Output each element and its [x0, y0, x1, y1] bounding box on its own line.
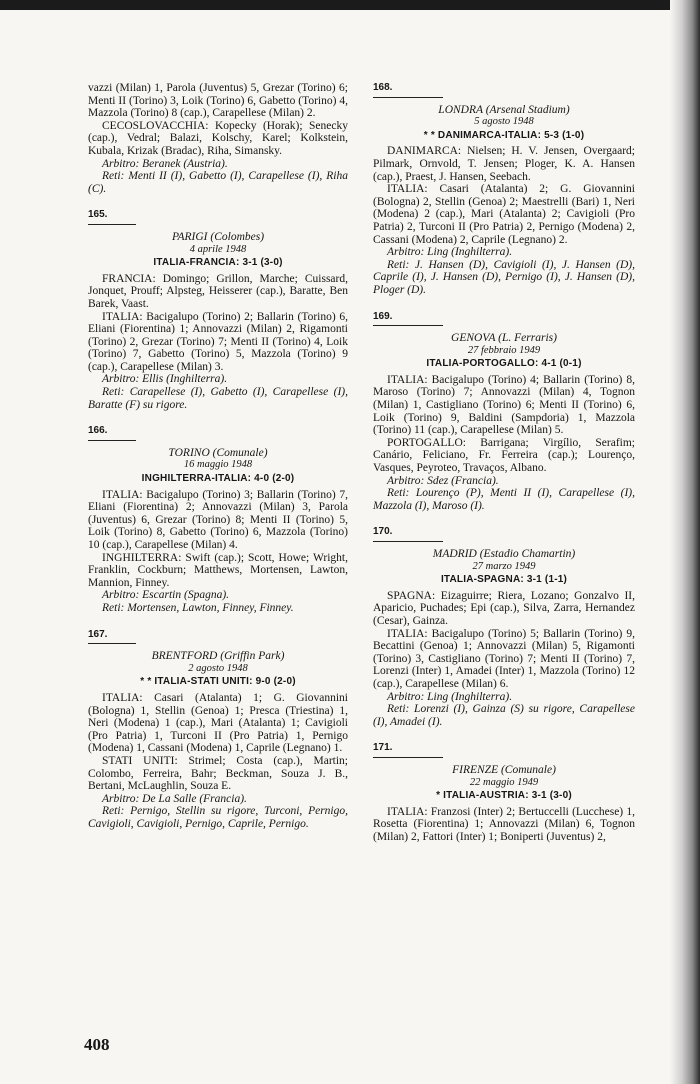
goals-line: Reti: Mortensen, Lawton, Finney, Finney. — [102, 601, 294, 614]
continued-paragraph: vazzi (Milan) 1, Parola (Juventus) 5, Grezar (Torino) 6; Menti II (Torino) 3, Loik (Torino) 6, Gabetto (Torino) 4, Mazzola (Torino) 8 (cap.), Carapellese (Milan) 2. — [88, 82, 348, 120]
referee-line: Arbitro: Ling (Inghilterra). — [387, 690, 513, 703]
team-lineup: ITALIA: Bacigalupo (Torino) 5; Ballarin (Torino) 9, Becattini (Genoa) 1; Annovazzi (Milan) 5, Rigamonti (Torino) 3, Castigliano (Torino) 7; Menti II (Torino) 7, Lorenzi (Inter) 1, Amadei (Inter) 1, Mazzola (Torino) 12 (cap.), Carapellese (Milan) 6. — [373, 627, 635, 690]
team-lineup: CECOSLOVACCHIA: Kopecky (Horak); Senecky (cap.), Vedral; Balazi, Kolschy, Karel; Kolkstein, Kubala, Krizak (Bradac), Riha, Simansky. — [88, 119, 348, 157]
team-lineup: SPAGNA: Eizaguirre; Riera, Lozano; Gonzalvo II, Aparicio, Puchades; Epi (cap.), Silva, Zarra, Hernandez (Cesar), Gainza. — [373, 589, 635, 627]
match-score: * * DANIMARCA-ITALIA: 5-3 (1-0) — [423, 129, 585, 141]
left-column — [88, 82, 348, 830]
match-date: 2 agosto 1948 — [188, 662, 248, 674]
match-venue: MADRID (Estadio Chamartin) — [432, 548, 576, 560]
divider-rule — [373, 757, 443, 758]
goals-line: Reti: J. Hansen (D), Cavigioli (I), J. Hansen (D), Caprile (I), J. Hansen (D), Pernigo (I), J. Hansen (D), Ploger (D). — [373, 258, 635, 296]
team-lineup: ITALIA: Casari (Atalanta) 1; G. Giovannini (Bologna) 1, Stellin (Genoa) 1; Presca (Triestina) 1, Neri (Modena) 1 (cap.), Mari (Atalanta) 1; Cavigioli (Pro Patria) 1, Turconi II (Pro Patria) 1, Pernigo (Modena) 1, Cassani (Modena) 1, Caprile (Legnano) 1. — [88, 691, 348, 755]
team-lineup: ITALIA: Bacigalupo (Torino) 2; Ballarin (Torino) 6, Eliani (Fiorentina) 1; Annovazzi (Milan) 2, Rigamonti (Torino) 2, Grezar (Torino) 7; Menti II (Torino) 4, Loik (Torino) 7, Gabetto (Torino) 5, Mazzola (Torino) 9 (cap.), Carapellese (Milan) 3. — [88, 310, 348, 373]
match-venue: LONDRA (Arsenal Stadium) — [438, 103, 570, 116]
referee-line: Arbitro: Sdez (Francia). — [387, 474, 499, 487]
divider-rule — [88, 643, 136, 644]
goals-line: Reti: Lourenço (P), Menti II (I), Carapellese (I), Mazzola (I), Maroso (I). — [373, 487, 635, 512]
page-top-edge — [0, 0, 700, 10]
referee-line: Arbitro: De La Salle (Francia). — [102, 792, 247, 805]
team-lineup: STATI UNITI: Strimel; Costa (cap.), Martin; Colombo, Ferreira, Bahr; Beckman, Souza J. B., Bertani, McLaughlin, Souza E. — [88, 754, 348, 793]
match-venue: TORINO (Comunale) — [168, 446, 268, 459]
team-lineup: DANIMARCA: Nielsen; H. V. Jensen, Overgaard; Pilmark, Ornvold, T. Jensen; Ploger, K. A. Hansen (cap.), Praest, J. Hansen, Seebach. — [373, 145, 635, 183]
match-date: 4 aprile 1948 — [189, 243, 247, 255]
right-column — [373, 82, 635, 843]
match-date: 22 maggio 1949 — [469, 776, 539, 788]
team-lineup: ITALIA: Bacigalupo (Torino) 4; Ballarin (Torino) 8, Maroso (Torino) 7; Annovazzi (Milan) 4, Tognon (Milan) 1, Castigliano (Torino) 6; Menti II (Torino) 6, Loik (Torino) 9, Baldini (Sampdoria) 1, Mazzola (Torino) 11 (cap.), Carapellese (Milan) 5. — [373, 373, 635, 437]
goals-line: Reti: Lorenzi (I), Gainza (S) su rigore, Carapellese (I), Amadei (I). — [373, 703, 635, 728]
match-entry-165 — [88, 209, 348, 411]
match-date: 16 maggio 1948 — [183, 459, 253, 471]
divider-rule — [88, 224, 136, 225]
divider-rule — [88, 440, 136, 441]
match-number: 169. — [373, 310, 393, 322]
match-score: * ITALIA-AUSTRIA: 3-1 (3-0) — [436, 790, 572, 802]
goals-line: Reti: Menti II (I), Gabetto (I), Carapellese (I), Riha (C). — [88, 170, 348, 195]
match-score: ITALIA-PORTOGALLO: 4-1 (0-1) — [426, 358, 582, 370]
referee-line: Arbitro: Beranek (Austria). — [102, 157, 228, 170]
team-lineup: ITALIA: Franzosi (Inter) 2; Bertuccelli (Lucchese) 1, Rosetta (Fiorentina) 1; Annovazzi (Milan) 6, Tognon (Milan) 2, Fattori (Inter) 1; Boniperti (Juventus) 2, — [373, 805, 635, 843]
match-number: 170. — [373, 526, 393, 538]
page-number: 408 — [84, 1035, 110, 1054]
referee-line: Arbitro: Ling (Inghilterra). — [387, 246, 513, 259]
match-number: 166. — [88, 425, 108, 437]
referee-line: Arbitro: Escartin (Spagna). — [102, 589, 230, 602]
divider-rule — [373, 541, 443, 542]
page-binding-shadow — [670, 0, 700, 1084]
match-entry-168 — [373, 82, 635, 297]
team-lineup: ITALIA: Casari (Atalanta) 2; G. Giovannini (Bologna) 2, Stellin (Genoa) 2; Maestrelli (Bari) 1, Neri (Modena) 2 (cap.), Mari (Atalanta) 2; Cavigioli (Pro Patria) 2, Turconi II (Pro Patria) 2, Pernigo (Modena) 2, Cassani (Modena) 2, Caprile (Legnano) 2. — [373, 183, 635, 246]
match-venue: FIRENZE (Comunale) — [452, 763, 556, 776]
match-date: 27 febbraio 1949 — [467, 344, 541, 356]
match-venue: GENOVA (L. Ferraris) — [451, 332, 557, 345]
match-number: 171. — [373, 742, 393, 754]
match-entry-169 — [373, 311, 635, 513]
match-number: 167. — [88, 628, 108, 640]
team-lineup: ITALIA: Bacigalupo (Torino) 3; Ballarin (Torino) 7, Eliani (Fiorentina) 2; Annovazzi (Milan) 3, Parola (Juventus) 6, Grezar (Torino) 8; Menti II (Torino) 5, Loik (Torino) 8, Gabetto (Torino) 6, Mazzola (Torino) 10 (cap.), Carapellese (Milan) 4. — [88, 488, 348, 551]
divider-rule — [373, 97, 443, 98]
team-lineup: PORTOGALLO: Barrigana; Virgílio, Serafim; Canário, Feliciano, Fr. Ferreira (cap.); Lourenço, Vasques, Peyroteo, Travaços, Albano. — [373, 436, 635, 475]
match-date: 5 agosto 1948 — [474, 116, 534, 128]
match-date: 27 marzo 1949 — [472, 560, 536, 572]
match-score: * * ITALIA-STATI UNITI: 9-0 (2-0) — [140, 676, 296, 688]
team-lineup: INGHILTERRA: Swift (cap.); Scott, Howe; Wright, Franklin, Cockburn; Matthews, Mortensen, Lawton, Mannion, Finney. — [88, 551, 348, 589]
divider-rule — [373, 325, 443, 326]
goals-line: Reti: Pernigo, Stellin su rigore, Turconi, Pernigo, Cavigioli, Cavigioli, Pernigo, Caprile, Pernigo. — [88, 805, 348, 830]
match-score: INGHILTERRA-ITALIA: 4-0 (2-0) — [141, 473, 295, 485]
match-score: ITALIA-FRANCIA: 3-1 (3-0) — [153, 257, 283, 269]
match-score: ITALIA-SPAGNA: 3-1 (1-1) — [440, 574, 568, 586]
match-number: 168. — [373, 82, 393, 93]
match-entry-170 — [373, 526, 635, 728]
match-number: 165. — [88, 209, 108, 221]
match-entry-171 — [373, 742, 635, 843]
goals-line: Reti: Carapellese (I), Gabetto (I), Carapellese (I), Baratte (F) su rigore. — [88, 386, 348, 411]
match-entry-166 — [88, 425, 348, 614]
match-venue: PARIGI (Colombes) — [171, 230, 265, 243]
match-entry-167 — [88, 629, 348, 831]
match-venue: BRENTFORD (Griffin Park) — [151, 650, 285, 663]
team-lineup: FRANCIA: Domingo; Grillon, Marche; Cuissard, Jonquet, Prouff; Alpsteg, Heisserer (cap.), Baratte, Ben Barek, Vaast. — [88, 272, 348, 310]
referee-line: Arbitro: Ellis (Inghilterra). — [102, 373, 228, 386]
